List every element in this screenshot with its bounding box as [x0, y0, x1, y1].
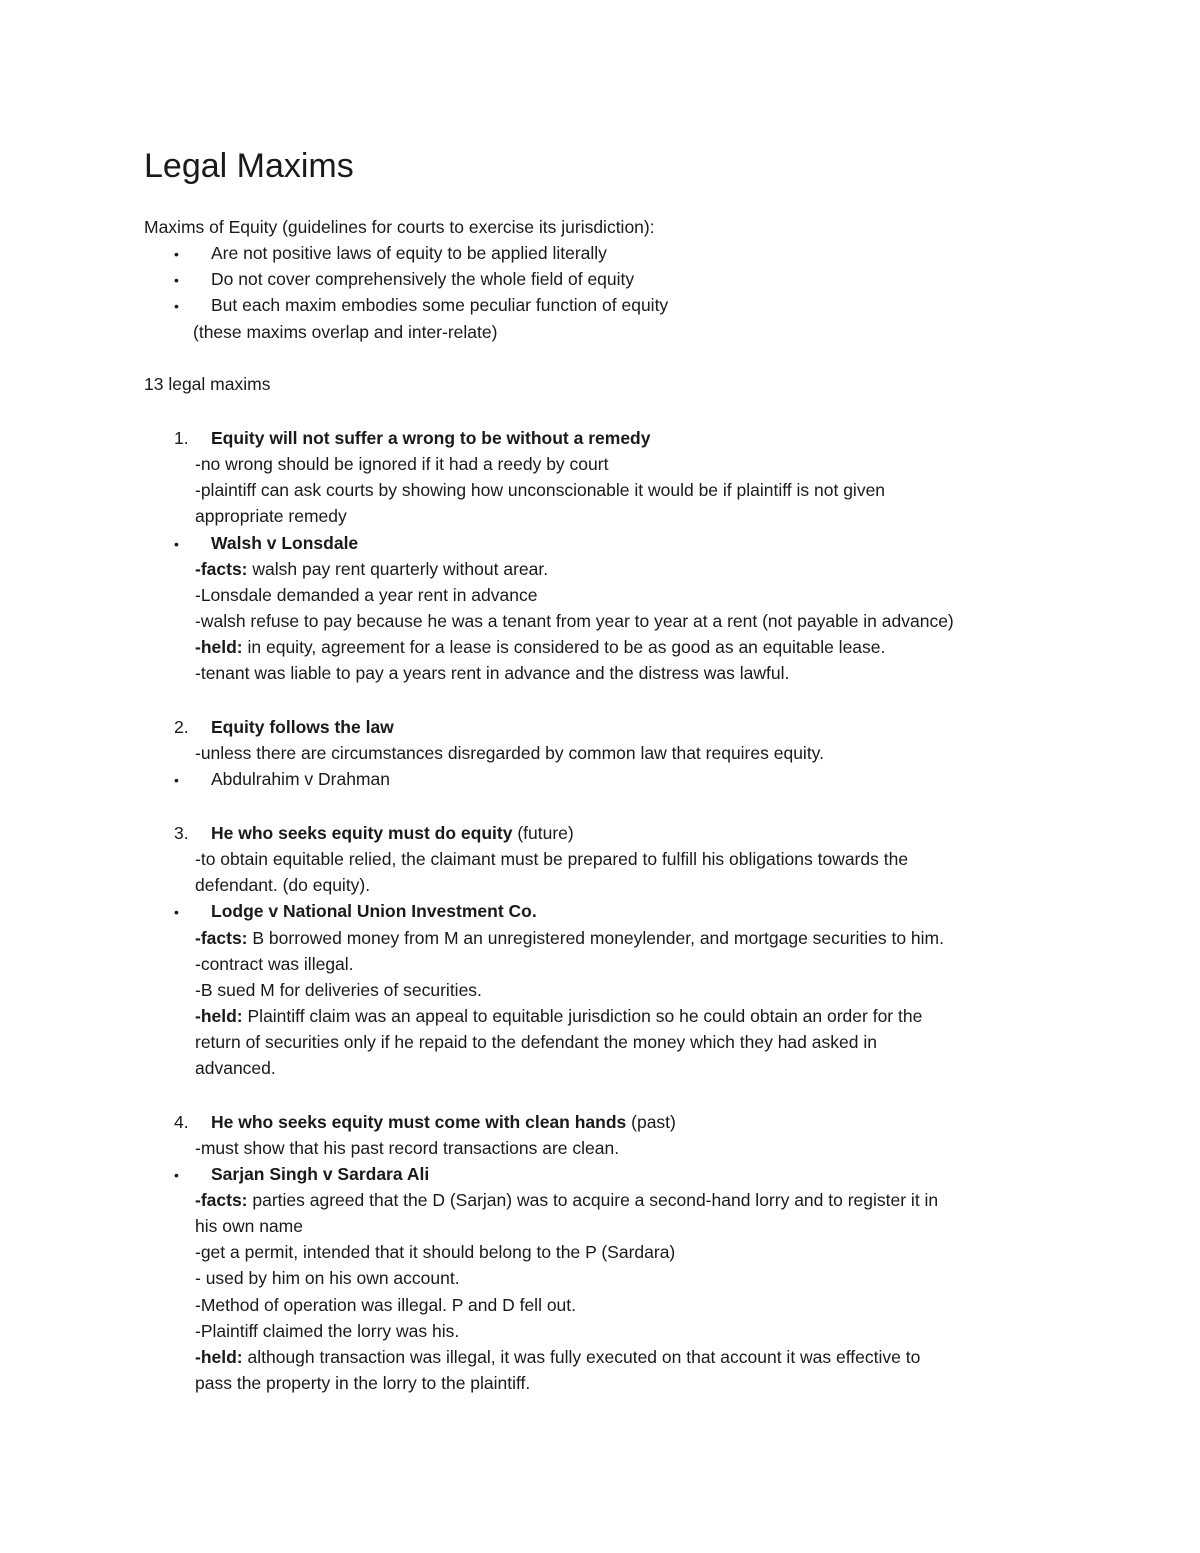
- case-text: -Lonsdale demanded a year rent in advance: [195, 585, 538, 605]
- case-text: -get a permit, intended that it should belong to the P (Sardara): [195, 1242, 676, 1262]
- maxim-heading-row: [211, 1109, 676, 1135]
- case-text: advanced.: [195, 1058, 276, 1078]
- case-text: parties agreed that the D (Sarjan) was to acquire a second-hand lorry and to register it in: [247, 1190, 939, 1210]
- intro-bullet: Do not cover comprehensively the whole field of equity: [211, 269, 635, 289]
- maxim-line: appropriate remedy: [195, 506, 347, 526]
- case-label: -facts:: [195, 559, 248, 579]
- page-title: Legal Maxims: [144, 147, 354, 185]
- maxim-line: -to obtain equitable relied, the claimant must be prepared to fulfill his obligations towards the: [195, 849, 909, 869]
- maxim-number: 3.: [174, 823, 189, 843]
- case-text: walsh pay rent quarterly without arear.: [247, 559, 549, 579]
- bullet-icon: •: [174, 272, 179, 288]
- case-text: - used by him on his own account.: [195, 1268, 460, 1288]
- maxim-number: 1.: [174, 428, 189, 448]
- case-line: [195, 951, 354, 977]
- maxims-count: 13 legal maxims: [144, 374, 271, 394]
- case-text: B borrowed money from M an unregistered moneylender, and mortgage securities to him.: [247, 928, 944, 948]
- case-line: [195, 1318, 459, 1344]
- case-name: Abdulrahim v Drahman: [211, 769, 390, 789]
- intro-bullet: Are not positive laws of equity to be applied literally: [211, 243, 607, 263]
- bullet-icon: •: [174, 772, 179, 788]
- case-name: Walsh v Lonsdale: [211, 533, 359, 553]
- case-line: [195, 1265, 460, 1291]
- case-name: Lodge v National Union Investment Co.: [211, 901, 537, 921]
- case-line: [195, 1187, 938, 1213]
- case-line: [195, 582, 537, 608]
- case-label: -held:: [195, 1347, 243, 1367]
- maxim-line: defendant. (do equity).: [195, 875, 371, 895]
- case-label: -facts:: [195, 1190, 248, 1210]
- maxim-line: -no wrong should be ignored if it had a reedy by court: [195, 454, 609, 474]
- case-line: [195, 1029, 877, 1055]
- case-text: pass the property in the lorry to the plaintiff.: [195, 1373, 531, 1393]
- case-line: [195, 1292, 576, 1318]
- bullet-icon: •: [174, 536, 179, 552]
- case-line: [195, 977, 482, 1003]
- bullet-icon: •: [174, 298, 179, 314]
- case-line: [195, 1055, 276, 1081]
- maxim-heading: He who seeks equity must come with clean hands: [211, 1112, 627, 1132]
- maxim-line: -must show that his past record transactions are clean.: [195, 1138, 620, 1158]
- maxim-heading: He who seeks equity must do equity: [211, 823, 513, 843]
- case-line: [195, 1213, 303, 1239]
- bullet-icon: •: [174, 904, 179, 920]
- case-text: in equity, agreement for a lease is considered to be as good as an equitable lease.: [242, 637, 886, 657]
- intro-heading: Maxims of Equity (guidelines for courts to exercise its jurisdiction):: [144, 217, 655, 237]
- intro-bullet: But each maxim embodies some peculiar function of equity: [211, 295, 669, 315]
- maxim-number: 2.: [174, 717, 189, 737]
- case-text: -tenant was liable to pay a years rent in advance and the distress was lawful.: [195, 663, 790, 683]
- bullet-icon: •: [174, 246, 179, 262]
- maxim-heading: Equity will not suffer a wrong to be without a remedy: [211, 428, 651, 448]
- case-line: [195, 1239, 675, 1265]
- case-name: Sarjan Singh v Sardara Ali: [211, 1164, 430, 1184]
- case-label: -facts:: [195, 928, 248, 948]
- case-text: -Method of operation was illegal. P and D fell out.: [195, 1295, 577, 1315]
- case-text: return of securities only if he repaid to the defendant the money which they had asked in: [195, 1032, 877, 1052]
- case-text: although transaction was illegal, it was fully executed on that account it was effective to: [242, 1347, 921, 1367]
- case-line: [195, 1003, 922, 1029]
- case-text: his own name: [195, 1216, 303, 1236]
- case-line: [195, 608, 954, 634]
- case-text: -B sued M for deliveries of securities.: [195, 980, 482, 1000]
- case-label: -held:: [195, 637, 243, 657]
- intro-note: (these maxims overlap and inter-relate): [193, 322, 498, 342]
- maxim-line: -plaintiff can ask courts by showing how unconscionable it would be if plaintiff is not given: [195, 480, 886, 500]
- case-line: [195, 660, 789, 686]
- maxim-line: -unless there are circumstances disregarded by common law that requires equity.: [195, 743, 824, 763]
- case-text: Plaintiff claim was an appeal to equitable jurisdiction so he could obtain an order for the: [242, 1006, 923, 1026]
- case-label: -held:: [195, 1006, 243, 1026]
- case-line: [195, 1344, 920, 1370]
- case-line: [195, 1370, 530, 1396]
- case-text: -Plaintiff claimed the lorry was his.: [195, 1321, 460, 1341]
- case-line: [195, 925, 944, 951]
- maxim-heading-suffix: (future): [512, 823, 574, 843]
- bullet-icon: •: [174, 1167, 179, 1183]
- case-line: [195, 634, 885, 660]
- maxim-heading-row: [211, 820, 574, 846]
- case-text: -contract was illegal.: [195, 954, 354, 974]
- maxim-heading: Equity follows the law: [211, 717, 394, 737]
- maxim-heading-suffix: (past): [626, 1112, 676, 1132]
- case-text: -walsh refuse to pay because he was a tenant from year to year at a rent (not payable in advance): [195, 611, 954, 631]
- case-line: [195, 556, 548, 582]
- maxim-number: 4.: [174, 1112, 189, 1132]
